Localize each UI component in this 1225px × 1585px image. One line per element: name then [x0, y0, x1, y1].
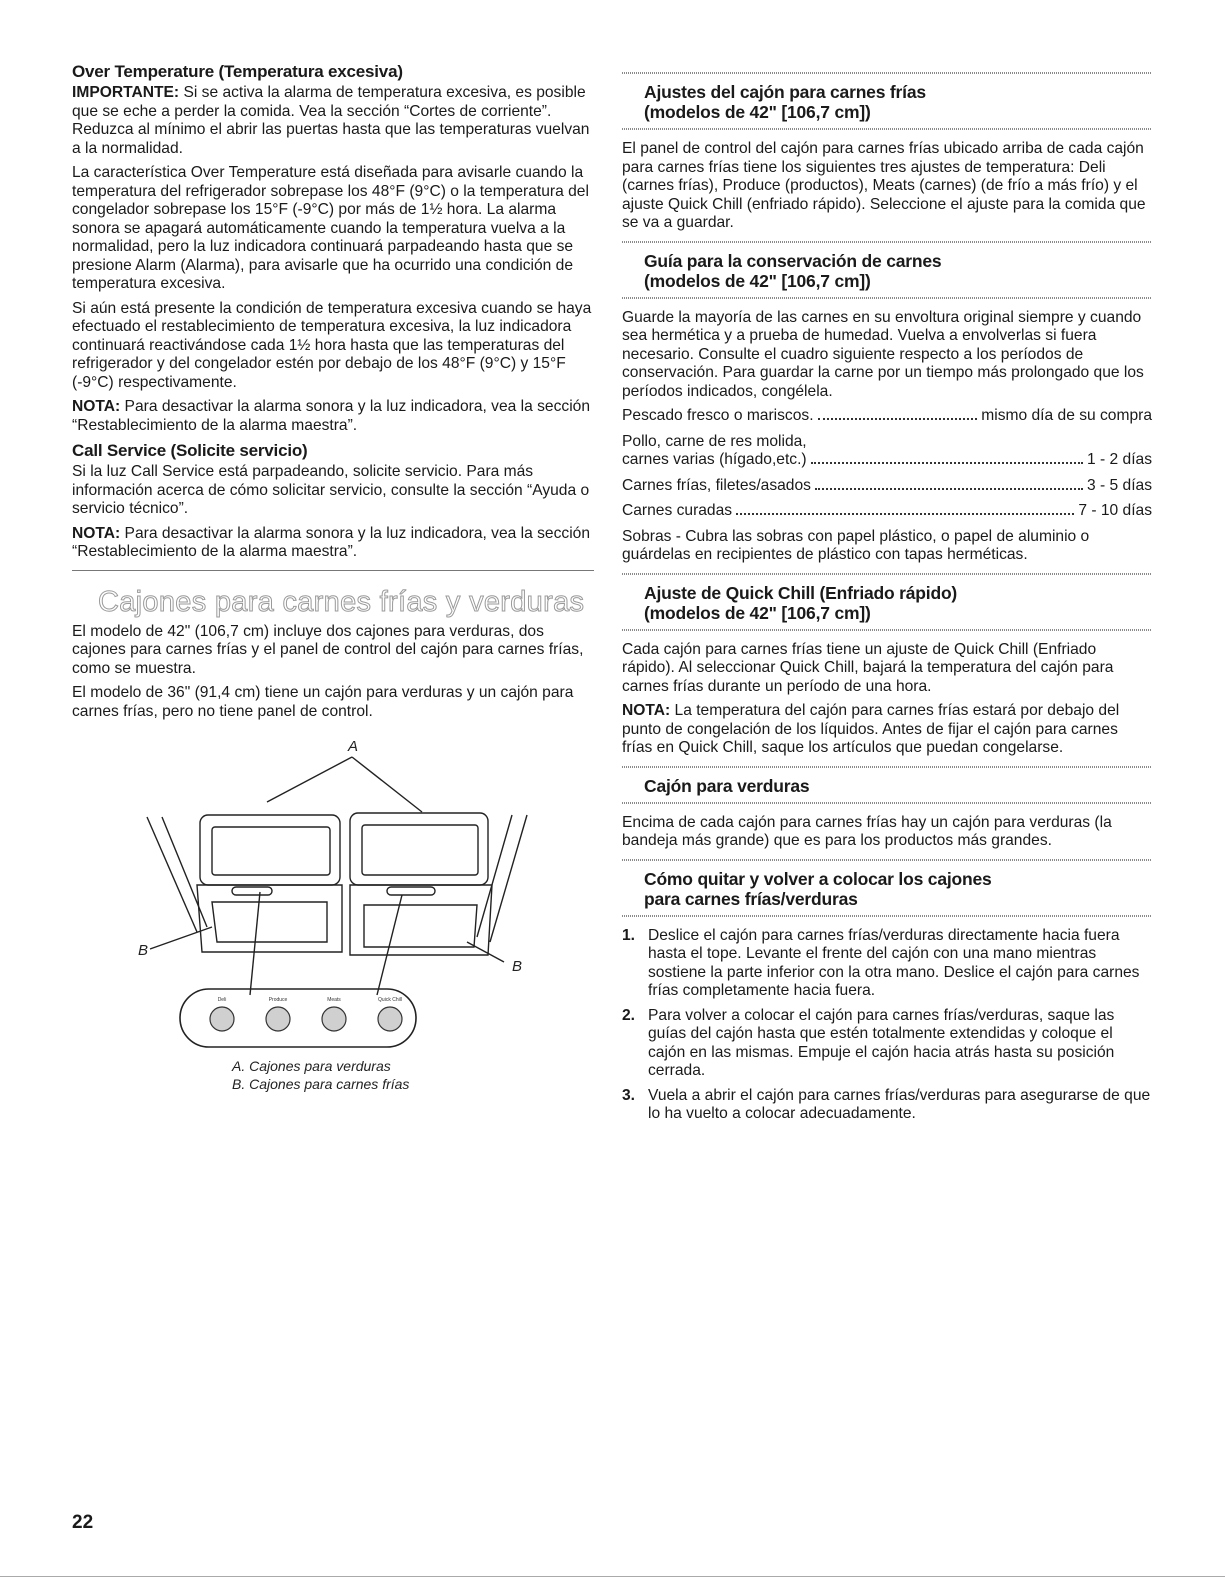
label-b-right: B [512, 958, 523, 975]
section-divider [72, 570, 594, 571]
dotted-rule [622, 629, 1152, 631]
storage-row: Carnes curadas 7 - 10 días [622, 502, 1152, 519]
drawers-36-paragraph: El modelo de 36" (91,4 cm) tiene un cajón para verduras y un cajón para carnes frías, pero no tiene panel de control. [72, 684, 574, 720]
call-service-note: NOTA: Para desactivar la alarma sonora y la luz indicadora, vea la sección “Restablecimiento de la alarma maestra”. [72, 524, 591, 560]
deli-button-label: Deli [217, 997, 227, 1003]
label-b-left: B [138, 942, 149, 959]
drawer-illustration [72, 727, 594, 1057]
dotted-rule [622, 241, 1152, 243]
over-temp-reset-info: Si aún está presente la condición de temperatura excesiva cuando se haya efectuado el restablecimiento de temperatura excesiva, la luz indicadora continuará reactivándose cada 1½ hora hasta que las temperaturas del refrigerador y del congelador estén por debajo de los 48°F (9°C) y 15°F (-9°C) respectivamente. [72, 299, 592, 391]
caption-a: A. Cajones para verduras [232, 1058, 391, 1074]
steps-list [622, 927, 1152, 1124]
over-temperature-heading: Over Temperature (Temperatura excesiva) [72, 62, 403, 81]
meats-button-label: Meats [327, 997, 341, 1003]
page-bottom-rule [0, 1576, 1225, 1577]
dotted-rule [622, 573, 1152, 575]
storage-row: Carnes frías, filetes/asados 3 - 5 días [622, 476, 1152, 494]
quick-chill-paragraph: Cada cajón para carnes frías tiene un ajuste de Quick Chill (Enfriado rápido). Al seleccionar Quick Chill, bajará la temperatura del cajón para carnes frías durante un período de una hora. [622, 640, 1114, 695]
left-column [72, 62, 594, 1093]
dotted-rule [622, 72, 1152, 74]
dotted-rule [622, 766, 1152, 768]
importante-paragraph: IMPORTANTE: Si se activa la alarma de temperatura excesiva, es posible que se eche a perder la comida. Vea la sección “Cortes de corriente”. Reduzca al mínimo el abrir las puertas hasta que las temperaturas vuelvan a la normalidad. [72, 84, 590, 157]
storage-row: Pescado fresco o mariscos. mismo día de su compra [622, 407, 1152, 424]
over-temp-description: La característica Over Temperature está diseñada para avisarle cuando la temperatura del refrigerador sobrepase los 48°F (9°C) o la temperatura del congelador sobrepase los 15°F (-9°C) por más de 1½ hora. La alarma sonora se apagará automáticamente cuando la temperatura vuelva a la normalidad, pero la luz indicadora continuará parpadeando hasta que se presione Alarm (Alarma), para avisarle que ha ocurrido una condición de temperatura excesiva. [72, 164, 589, 292]
call-service-heading: Call Service (Solicite servicio) [72, 441, 308, 460]
ajustes-heading: Ajustes del cajón para carnes frías (modelos de 42" [106,7 cm]) [644, 82, 926, 122]
list-item: 1. Deslice el cajón para carnes frías/verduras directamente hacia fuera hasta el tope. Levante el frente del cajón con una mano mientras sostiene la parte inferior con la otra mano. Deslice el cajón para carnes frías completamente hacia fuera. [622, 926, 1140, 999]
produce-button-label: Produce [268, 997, 288, 1003]
guia-paragraph: Guarde la mayoría de las carnes en su envoltura original siempre y cuando sea hermética y a prueba de humedad. Vuelva a envolverlas si fuera necesario. Consulte el cuadro siguiente respecto a los períodos de conservación. Para guardar la carne por un tiempo más prolongado que los períodos indicados, congélela. [622, 308, 1144, 400]
dotted-rule [622, 915, 1152, 917]
caption-b: B. Cajones para carnes frías [232, 1076, 410, 1092]
over-temp-note: NOTA: Para desactivar la alarma sonora y la luz indicadora, vea la sección “Restablecimiento de la alarma maestra”. [72, 398, 591, 434]
verduras-heading: Cajón para verduras [644, 775, 810, 796]
storage-row-line1: Pollo, carne de res molida, [622, 432, 807, 450]
verduras-paragraph: Encima de cada cajón para carnes frías hay un cajón para verduras (la bandeja más grande) que es para los productos más grandes. [622, 813, 1112, 849]
call-service-paragraph: Si la luz Call Service está parpadeando, solicite servicio. Para más información acerca de cómo solicitar servicio, consulte la sección “Ayuda o servicio técnico”. [72, 463, 590, 517]
drawer-diagram [72, 727, 594, 1057]
drawers-42-paragraph: El modelo de 42" (106,7 cm) incluye dos cajones para verduras, dos cajones para carnes frías y el panel de control del cajón para carnes frías, como se muestra. [72, 622, 584, 677]
quick-chill-heading: Ajuste de Quick Chill (Enfriado rápido) (modelos de 42" [106,7 cm]) [644, 582, 958, 623]
dotted-rule [622, 128, 1152, 130]
right-column [622, 72, 1152, 1130]
drawers-section-title: Cajones para carnes frías y verduras [98, 585, 585, 618]
dotted-rule [622, 802, 1152, 804]
page-number: 22 [72, 1512, 94, 1533]
quick-chill-button-label: Quick Chill [378, 997, 402, 1003]
label-a: A [348, 738, 359, 755]
ajustes-paragraph: El panel de control del cajón para carnes frías ubicado arriba de cada cajón para carnes frías tiene los siguientes tres ajustes de temperatura: Deli (carnes frías), Produce (productos), Meats (carnes) (de frío a más frío) y el ajuste Quick Chill (enfriado rápido). Seleccione el ajuste para la comida que se va a guardar. [622, 140, 1146, 231]
list-item: 2. Para volver a colocar el cajón para carnes frías/verduras, saque las guías del cajón hasta que estén totalmente extendidas y coloque el cajón en las mismas. Empuje el cajón hacia atrás hasta su posición cerrada. [622, 1006, 1115, 1079]
guia-heading: Guía para la conservación de carnes (modelos de 42" [106,7 cm]) [644, 250, 942, 291]
storage-row: carnes varias (hígado,etc.) 1 - 2 días [622, 451, 1152, 468]
dotted-rule [622, 297, 1152, 299]
list-item: 3. Vuela a abrir el cajón para carnes frías/verduras para asegurarse de que lo ha vuelto a colocar adecuadamente. [622, 1086, 1151, 1122]
dotted-rule [622, 859, 1152, 861]
sobras-paragraph: Sobras - Cubra las sobras con papel plástico, o papel de aluminio o guárdelas en recipientes de plástico con tapas herméticas. [622, 527, 1090, 563]
quick-chill-note: NOTA: La temperatura del cajón para carnes frías estará por debajo del punto de congelación de los líquidos. Antes de fijar el cajón para carnes frías en Quick Chill, saque los artículos que puedan congelarse. [622, 702, 1120, 756]
quitar-heading: Cómo quitar y volver a colocar los cajones para carnes frías/verduras [644, 868, 992, 909]
